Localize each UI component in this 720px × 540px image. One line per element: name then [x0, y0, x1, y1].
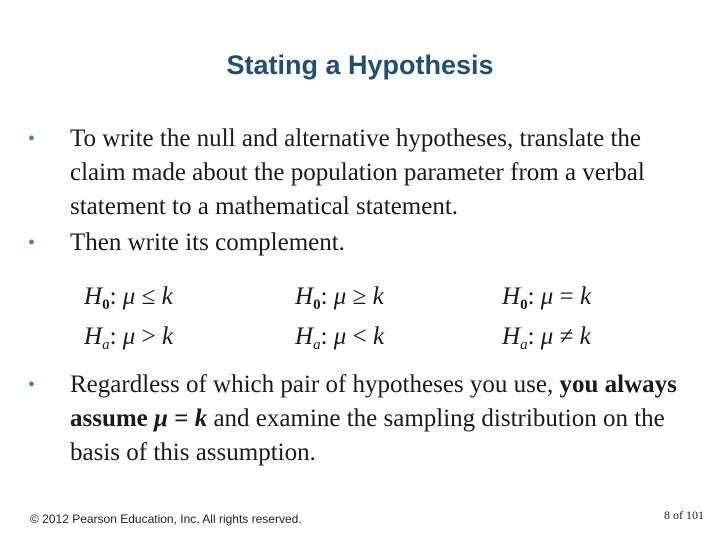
bullet-text: Then write its complement.	[70, 229, 345, 256]
bullet-icon: •	[28, 374, 36, 396]
bullet-text: Regardless of which pair of hypotheses you use, you always assume μ = k and examine the sampling distribution on the basis of this assumption.	[70, 371, 677, 466]
copyright-notice: © 2012 Pearson Education, Inc. All rights reserved.	[30, 512, 302, 526]
bullet-icon: •	[28, 232, 36, 254]
bullet-text: To write the null and alternative hypotheses, translate the claim made about the population parameter from a verbal statement to a mathematical statement.	[70, 125, 645, 220]
bullet-item-assumption	[28, 368, 693, 470]
bullet-item-complement	[28, 226, 693, 260]
hypothesis-pair-two-tailed	[502, 281, 591, 361]
alternative-hypothesis: $H_a$: μ < k	[295, 323, 385, 353]
alternative-hypothesis: $H_a$: μ > k	[84, 323, 174, 353]
hypothesis-pair-right-tailed	[295, 281, 384, 361]
hypothesis-pair-left-tailed	[84, 281, 173, 361]
null-hypothesis: $H_0$: μ ≥ k	[295, 283, 384, 313]
bullet-item-translate	[28, 122, 693, 224]
slide-title: Stating a Hypothesis	[226, 50, 494, 80]
page-number: 8 of 101	[664, 508, 704, 522]
null-hypothesis: $H_0$: μ = k	[502, 283, 592, 313]
bullet-icon: •	[28, 128, 36, 150]
alternative-hypothesis: $H_a$: μ ≠ k	[502, 323, 591, 353]
null-hypothesis: $H_0$: μ ≤ k	[84, 283, 173, 313]
